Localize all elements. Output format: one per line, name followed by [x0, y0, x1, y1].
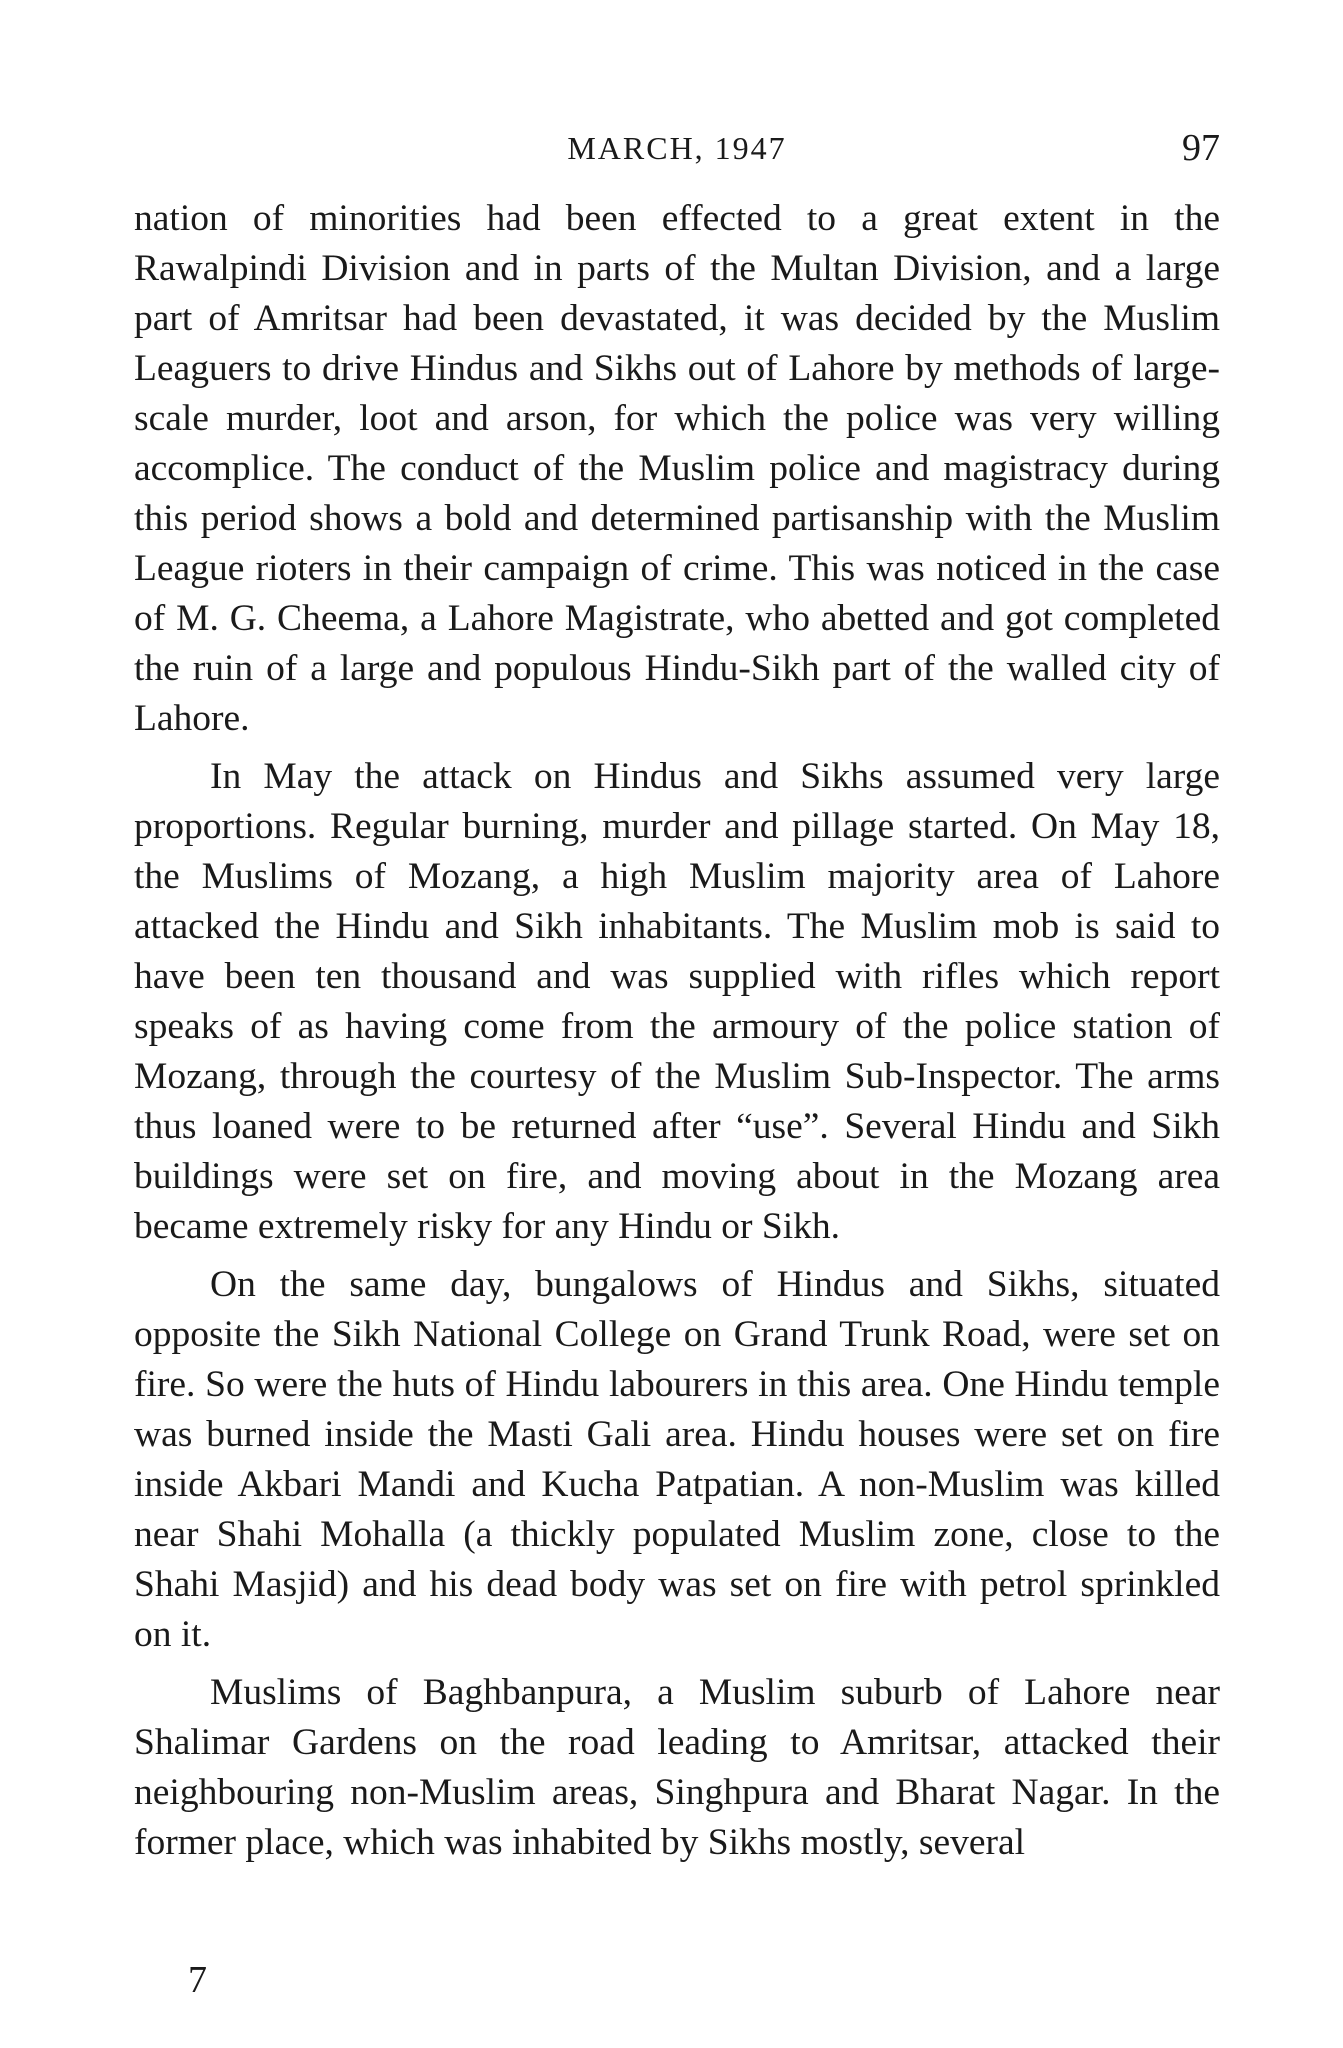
body-text — [134, 194, 1220, 1868]
paragraph: Muslims of Baghbanpura, a Muslim suburb of Lahore near Shalimar Gardens on the road leading to Amritsar, attacked their neighbouring non-Muslim areas, Singhpura and Bharat Nagar. In the former place, which was inhabited by Sikhs mostly, several — [134, 1672, 1220, 1863]
running-head — [134, 118, 1220, 178]
signature-mark: 7 — [188, 1959, 207, 2001]
paragraph-continued: nation of minorities had been effected to a great extent in the Rawalpindi Division and in parts of the Multan Division, and a large part of Amritsar had been devastated, it was decided by the Muslim Leaguers to drive Hindus and Sikhs out of Lahore by methods of large-scale murder, loot and arson, for which the police was very willing accomplice. The conduct of the Muslim police and magistracy during this period shows a bold and determined partisanship with the Muslim League rioters in their campaign of crime. This was noticed in the case of M. G. Cheema, a Lahore Magistrate, who abetted and got completed the ruin of a large and populous Hindu-Sikh part of the walled city of Lahore. — [134, 198, 1220, 739]
paragraph: In May the attack on Hindus and Sikhs assumed very large proportions. Regular burning, murder and pillage started. On May 18, the Muslims of Mozang, a high Muslim majority area of Lahore attacked the Hindu and Sikh inhabitants. The Muslim mob is said to have been ten thousand and was supplied with rifles which report speaks of as having come from the armoury of the police station of Mozang, through the courtesy of the Muslim Sub-Inspector. The arms thus loaned were to be returned after “use”. Several Hindu and Sikh buildings were set on fire, and moving about in the Mozang area became extremely risky for any Hindu or Sikh. — [134, 756, 1220, 1247]
paragraph: On the same day, bungalows of Hindus and Sikhs, situated opposite the Sikh National College on Grand Trunk Road, were set on fire. So were the huts of Hindu labourers in this area. One Hindu temple was burned inside the Masti Gali area. Hindu houses were set on fire inside Akbari Mandi and Kucha Patpatian. A non-Muslim was killed near Shahi Mohalla (a thickly populated Muslim zone, close to the Shahi Masjid) and his dead body was set on fire with petrol sprinkled on it. — [134, 1264, 1220, 1655]
running-head-title: MARCH, 1947 — [567, 130, 787, 166]
page-number: 97 — [1182, 127, 1220, 169]
